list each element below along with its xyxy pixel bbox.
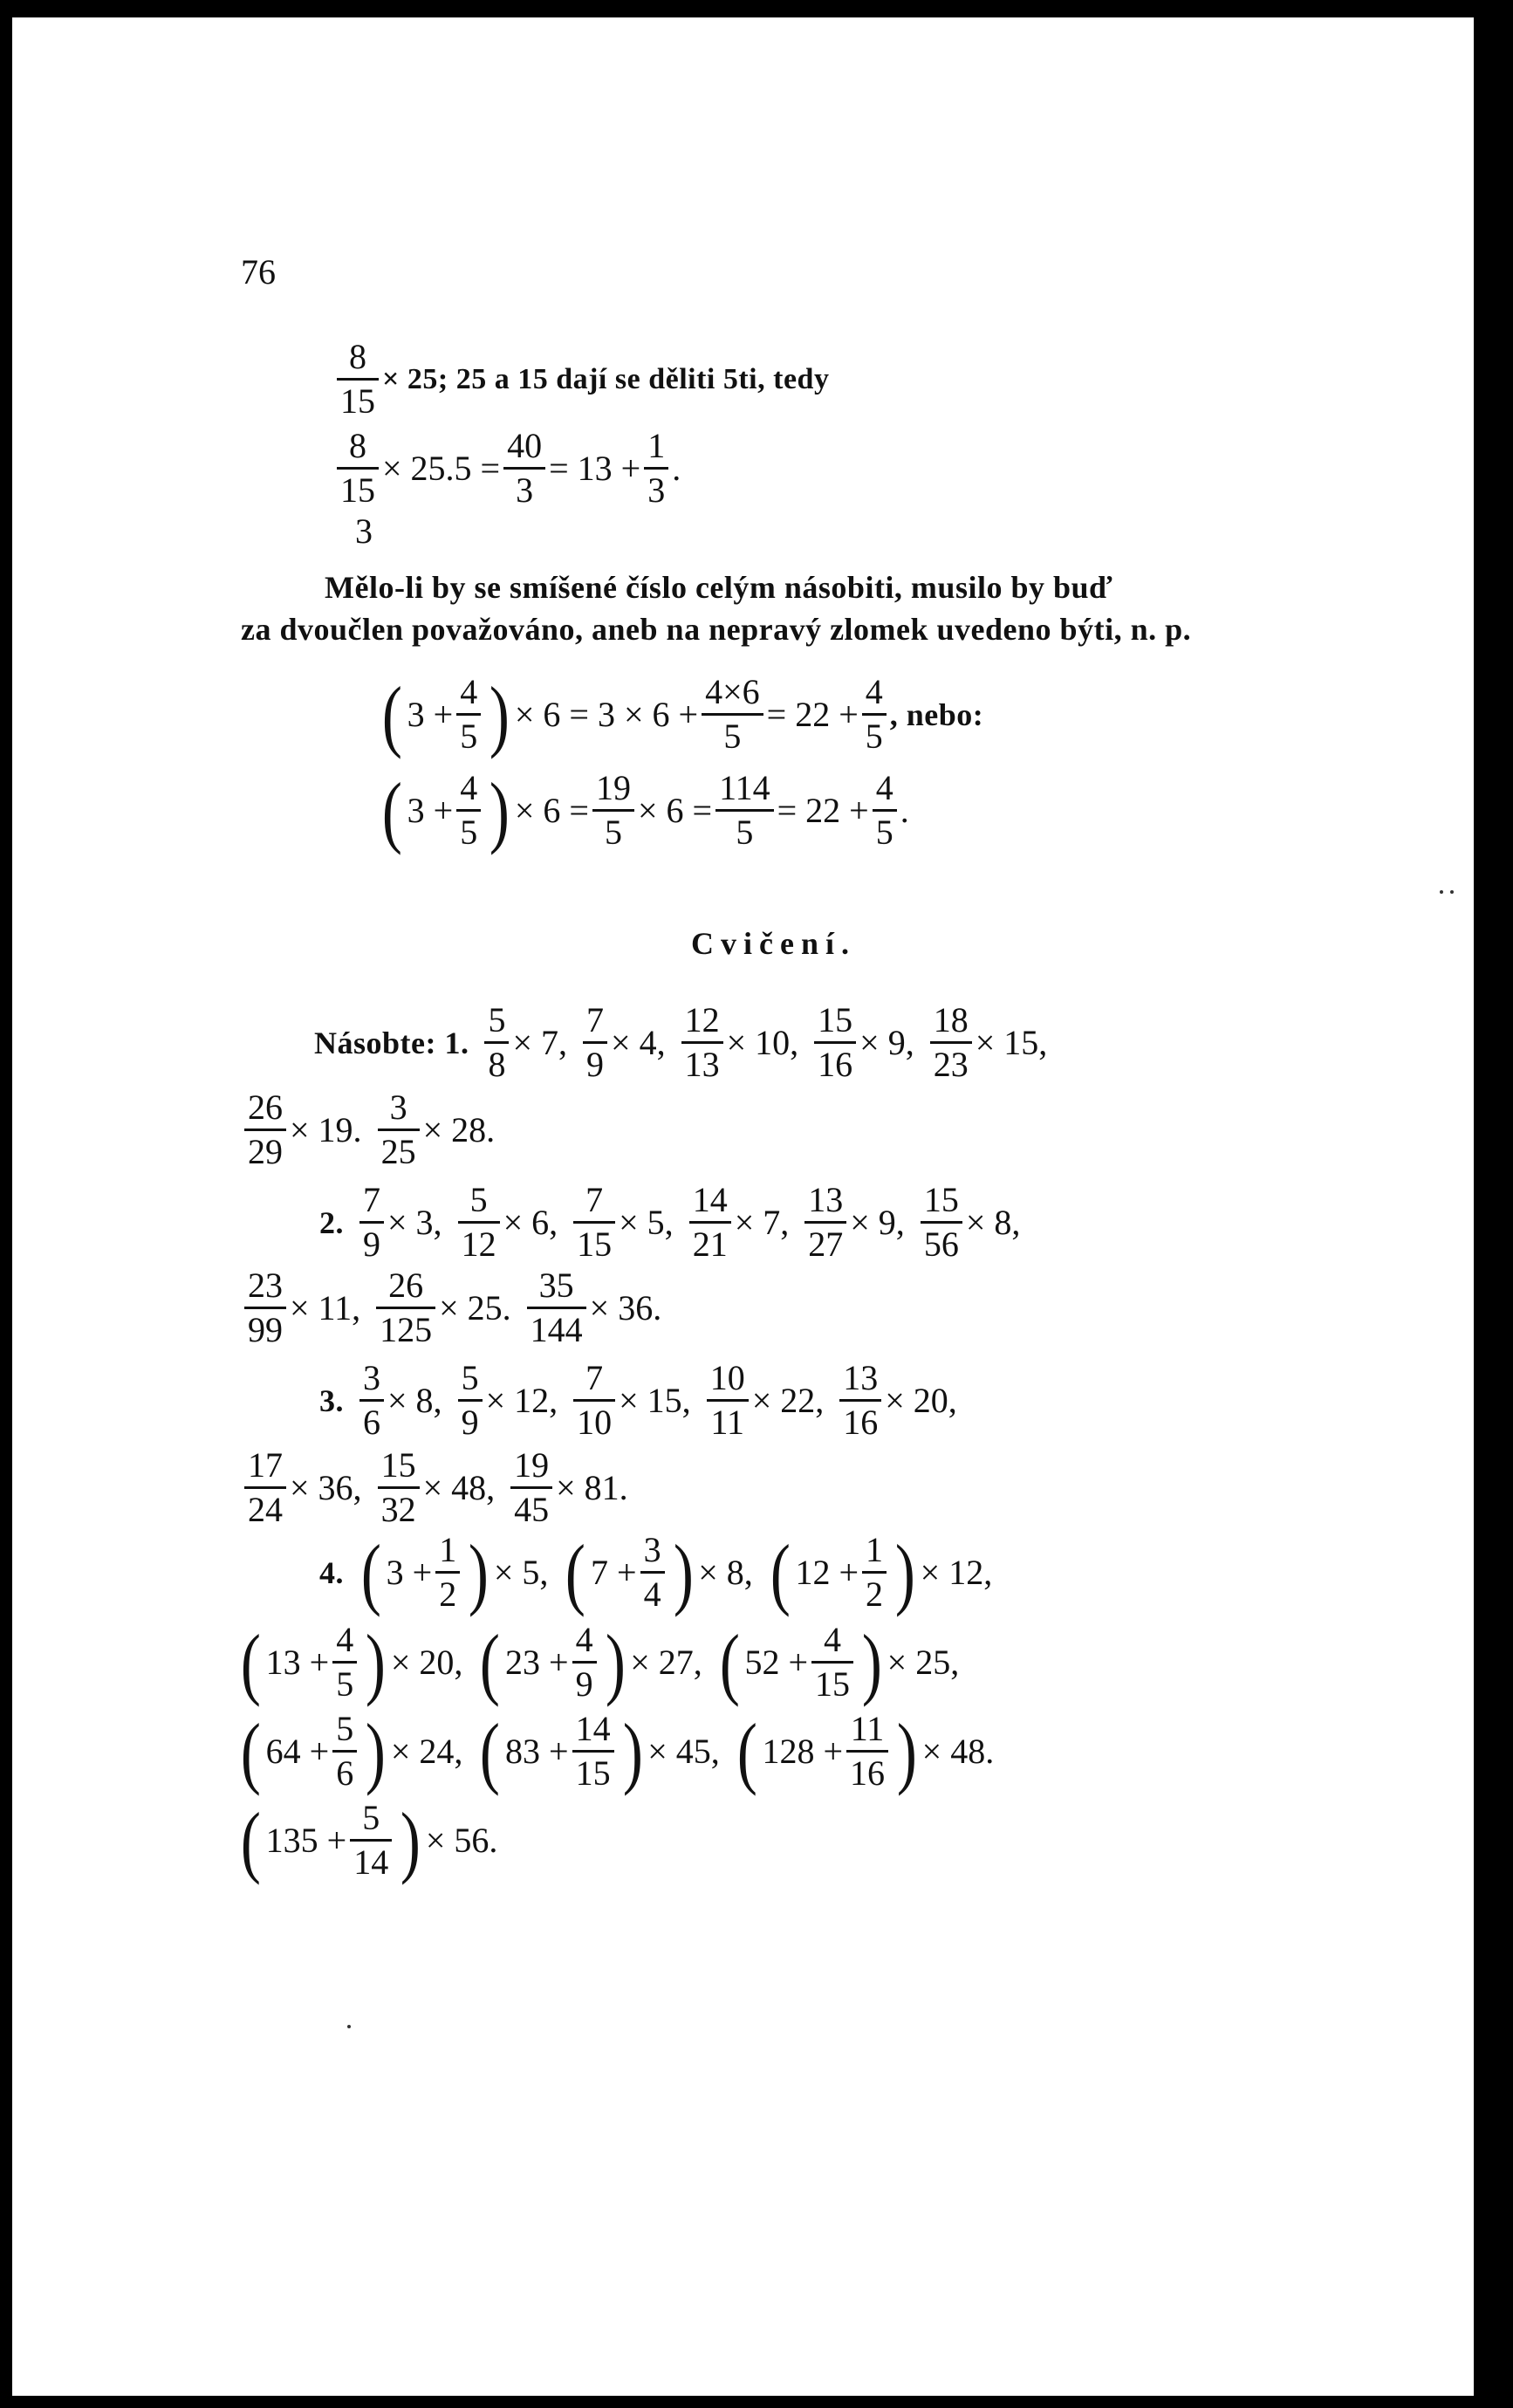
expression: × 6 = 3 × 6 + [514,695,699,734]
intro-line-1-text: × 25; 25 a 15 dají se děliti 5ti, tedy [382,362,830,395]
expression: , nebo: [889,696,984,732]
fraction: $\frac{18}{23}$ [930,1002,972,1083]
expression: 3 + [407,695,454,734]
exercise-label: Násobte: 1. [314,1025,469,1060]
fraction: $\frac{5}{8}$ [484,1002,509,1083]
paragraph-line-2: za dvoučlen považováno, aneb na nepravý zlomek uvedeno býti, n. p. [241,612,1192,647]
right-paren: ) [469,1527,490,1617]
page-number: 76 [241,252,276,292]
expression: × 25, [887,1643,960,1682]
expression: × 12, [920,1553,993,1592]
fraction: $\frac{35}{144}$ [527,1267,586,1348]
fraction: $\frac{14}{21}$ [689,1182,731,1263]
expression: × 10, [726,1023,799,1062]
fraction: $\frac{15}{16}$ [814,1002,856,1083]
right-paren: ) [490,669,510,759]
exercise-2-row-1 [319,1182,1020,1263]
cancel-quotient: 3 [355,511,373,551]
paragraph-line-1: Mělo-li by se smíšené číslo celým násobiti, musilo by buď [325,570,1112,605]
fraction: $\frac{14}{15}$ [572,1711,614,1792]
scan-border-right [1475,0,1490,2408]
expression: 7 + [591,1553,637,1592]
expression: × 27, [630,1643,702,1682]
expression: × 36, [290,1468,362,1507]
expression: × 19. [290,1110,362,1149]
expression: × 48. [921,1732,995,1771]
expression: × 24, [390,1732,463,1771]
expression: × 7, [734,1203,790,1242]
expression: 13 + [265,1643,330,1682]
expression: × 5, [619,1203,674,1242]
expression: × 20, [390,1643,463,1682]
fraction: $\frac{4}{5}$ [332,1622,357,1703]
left-paren: ( [736,1706,757,1796]
expression: 3 + [407,791,454,830]
fraction: $\frac{19}{45}$ [510,1447,552,1528]
right-paren: ) [490,765,510,855]
fraction: $\frac{15}{32}$ [378,1447,420,1528]
fraction: $\frac{7}{9}$ [583,1002,607,1083]
expression: = 13 + [549,449,641,488]
expression: × 36. [589,1288,662,1327]
left-paren: ( [381,669,402,759]
fraction: $\frac{4}{15}$ [811,1622,853,1703]
expression: × 8, [698,1553,753,1592]
fraction: $\frac{7}{10}$ [573,1360,615,1441]
fraction: $\frac{5}{14}$ [350,1800,392,1881]
expression: × 4, [611,1023,666,1062]
expression: × 11, [290,1288,361,1327]
expression: 52 + [744,1643,809,1682]
left-paren: ( [240,1706,261,1796]
scan-speck [347,2025,351,2028]
left-paren: ( [240,1795,261,1885]
expression: × 8, [965,1203,1021,1242]
exercise-label: 3. [319,1382,344,1418]
fraction: $\frac{4}{9}$ [572,1622,597,1703]
fraction: $\frac{19}{5}$ [592,770,634,851]
section-heading: Cvičení. [691,926,856,961]
expression: × 25. [439,1288,511,1327]
fraction: $\frac{23}{99}$ [244,1267,286,1348]
intro-line-2 [333,428,681,509]
right-paren: ) [894,1527,915,1617]
expression: 64 + [265,1732,330,1771]
example-1 [377,669,984,759]
expression: 83 + [505,1732,569,1771]
example-2 [377,765,909,855]
exercise-4-row-1 [319,1527,993,1617]
right-paren: ) [673,1527,694,1617]
left-paren: ( [381,765,402,855]
fraction: $\frac{4}{5}$ [456,770,481,851]
expression: × 22, [751,1381,825,1420]
fraction: $\frac{4}{5}$ [873,770,897,851]
fraction: $\frac{10}{11}$ [707,1360,749,1441]
fraction: $\frac{3}{25}$ [378,1089,420,1170]
exercise-1-row-1 [314,1002,1047,1083]
fraction: $\frac{15}{56}$ [921,1182,962,1263]
exercise-4-row-2 [236,1617,960,1707]
expression: × 12, [485,1381,558,1420]
expression: × 20, [885,1381,957,1420]
expression: × 5, [493,1553,549,1592]
expression: × 6 = [514,791,589,830]
left-paren: ( [480,1706,501,1796]
right-paren: ) [400,1795,421,1885]
fraction: $\frac{8}{15}$ [337,339,379,420]
fraction: $\frac{3}{4}$ [640,1532,665,1613]
expression: × 6 = [637,791,713,830]
fraction: $\frac{13}{16}$ [839,1360,881,1441]
fraction: $\frac{17}{24}$ [244,1447,286,1528]
expression: × 9, [850,1203,905,1242]
expression: × 7, [512,1023,568,1062]
expression: × 48, [422,1468,496,1507]
right-paren: ) [366,1617,387,1707]
expression: × 9, [859,1023,914,1062]
exercise-label: 2. [319,1204,344,1240]
expression: 128 + [762,1732,844,1771]
fraction: $\frac{4}{5}$ [456,674,481,755]
exercise-2-row-2 [241,1267,661,1348]
expression: × 6, [503,1203,558,1242]
expression: × 3, [387,1203,442,1242]
left-paren: ( [360,1527,381,1617]
fraction: $\frac{4\times 6}{5}$ [702,674,763,755]
expression: 3 + [386,1553,433,1592]
fraction: $\frac{1}{3}$ [644,428,668,509]
fraction: $\frac{5}{9}$ [458,1360,483,1441]
expression: × 8, [387,1381,442,1420]
fraction: $\frac{4}{5}$ [862,674,887,755]
book-page [12,17,1474,2396]
exercise-1-row-2 [241,1089,495,1170]
expression: × 28. [422,1110,496,1149]
right-paren: ) [896,1706,917,1796]
expression: 135 + [265,1821,347,1860]
fraction: $\frac{12}{13}$ [681,1002,723,1083]
exercise-4-row-3 [236,1706,995,1796]
expression: × 15, [619,1381,691,1420]
fraction: $\frac{11}{16}$ [846,1711,888,1792]
expression: . [900,791,909,830]
scan-speck [1450,890,1454,894]
fraction: $\frac{26}{125}$ [376,1267,435,1348]
fraction: $\frac{114}{5}$ [715,770,774,851]
exercise-3-row-1 [319,1360,957,1441]
fraction: $\frac{40}{3}$ [503,428,545,509]
expression: = 22 + [777,791,869,830]
exercise-4-row-4 [236,1795,498,1885]
expression: 12 + [795,1553,859,1592]
expression: × 45, [647,1732,720,1771]
fraction: $\frac{26}{29}$ [244,1089,286,1170]
expression: × 56. [425,1821,498,1860]
fraction: $\frac{1}{2}$ [435,1532,460,1613]
scan-speck [1440,890,1443,894]
exercise-3-row-2 [241,1447,628,1528]
left-paren: ( [565,1527,586,1617]
right-paren: ) [366,1706,387,1796]
exercise-label: 4. [319,1554,344,1590]
expression: × 15, [975,1023,1048,1062]
right-paren: ) [861,1617,882,1707]
intro-line-1 [333,339,829,420]
fraction: $\frac{13}{27}$ [804,1182,846,1263]
expression: 23 + [505,1643,569,1682]
fraction: $\frac{3}{6}$ [359,1360,384,1441]
fraction: $\frac{5}{12}$ [458,1182,500,1263]
expression: × 81. [556,1468,628,1507]
fraction: $\frac{1}{2}$ [862,1532,887,1613]
expression: = 22 + [766,695,859,734]
right-paren: ) [605,1617,626,1707]
left-paren: ( [719,1617,740,1707]
left-paren: ( [770,1527,791,1617]
left-paren: ( [240,1617,261,1707]
expression: . [672,449,681,488]
fraction-cancelled: $\frac{8}{15}$ [337,428,379,509]
fraction: $\frac{7}{9}$ [359,1182,384,1263]
left-paren: ( [480,1617,501,1707]
expression: × 25.5 = [382,449,501,488]
fraction: $\frac{7}{15}$ [573,1182,615,1263]
right-paren: ) [622,1706,643,1796]
fraction: $\frac{5}{6}$ [332,1711,357,1792]
